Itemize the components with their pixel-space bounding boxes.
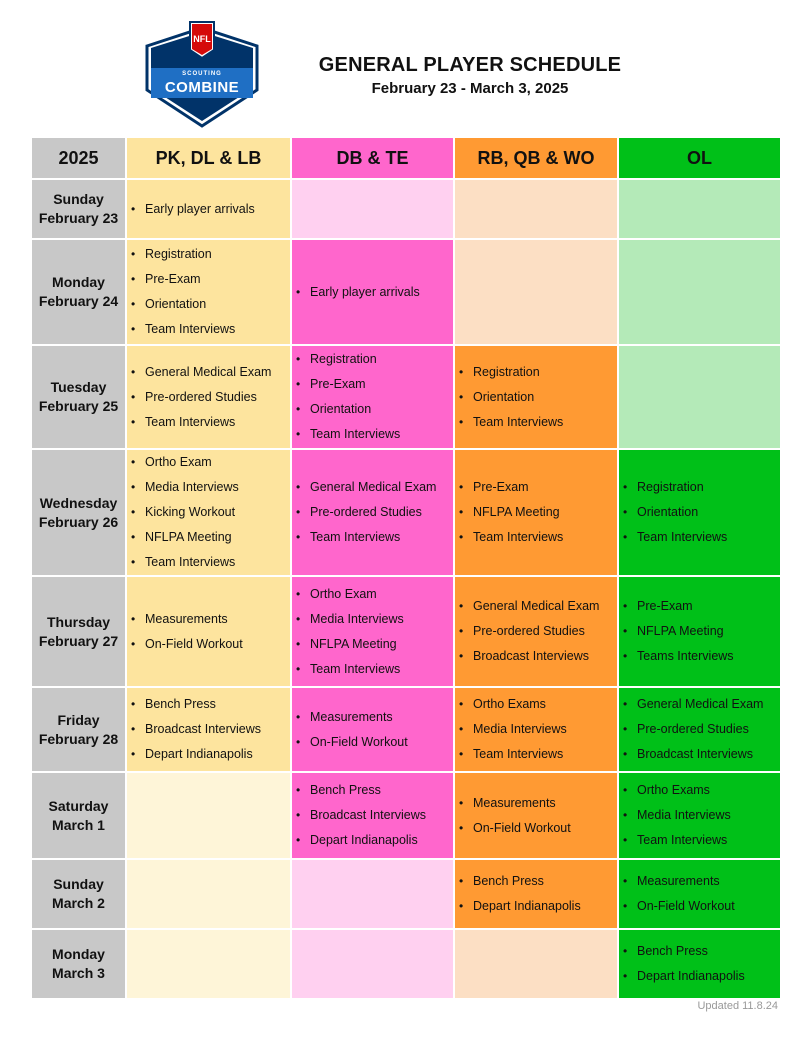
schedule-cell [454,576,618,687]
activity-list [619,475,780,550]
activity-item: • General Medical Exam [145,360,286,385]
activity-item: • Bench Press [473,869,613,894]
activity-item: • Pre-Exam [145,267,286,292]
activity-item: • Measurements [310,705,449,730]
day-cell [31,239,126,345]
activity-item: • Team Interviews [637,525,776,550]
activity-item: • Team Interviews [310,422,449,447]
nfl-combine-logo [143,20,261,128]
header-group: OL [618,137,781,179]
schedule-cell [291,449,454,576]
schedule-cell [291,345,454,449]
schedule-cell [291,859,454,929]
schedule-cell [126,576,291,687]
activity-item: • Team Interviews [473,525,613,550]
activity-list [127,242,290,342]
schedule-cell [126,179,291,239]
page-subtitle: February 23 - March 3, 2025 [371,80,569,97]
schedule-cell [618,859,781,929]
schedule-cell [126,239,291,345]
day-date: February 25 [38,398,119,414]
activity-item: • Broadcast Interviews [473,644,613,669]
activity-item: • Registration [145,242,286,267]
day-date: February 24 [38,293,119,309]
activity-item: • Ortho Exams [637,778,776,803]
activity-item: • NFLPA Meeting [637,619,776,644]
activity-item: • Pre-ordered Studies [310,500,449,525]
day-cell [31,772,126,859]
header-group: DB & TE [291,137,454,179]
schedule-row [31,449,781,576]
schedule-cell [618,772,781,859]
activity-item: • Measurements [637,869,776,894]
logo-nfl-text: NFL [193,34,211,44]
activity-list [292,347,453,447]
activity-list [619,594,780,669]
schedule-cell [454,929,618,999]
schedule-cell [618,929,781,999]
activity-item: • Pre-Exam [310,372,449,397]
schedule-cell [454,179,618,239]
schedule-cell [618,239,781,345]
activity-list [455,360,617,435]
day-cell [31,929,126,999]
header-year: 2025 [31,137,126,179]
activity-list [292,778,453,853]
activity-item: • Team Interviews [145,550,286,575]
activity-item: • General Medical Exam [473,594,613,619]
activity-list [619,692,780,767]
activity-list [292,475,453,550]
activity-item: • Team Interviews [637,828,776,853]
schedule-cell [618,576,781,687]
schedule-cell [454,772,618,859]
day-cell [31,345,126,449]
schedule-row [31,929,781,999]
schedule-cell [291,179,454,239]
activity-item: • Broadcast Interviews [637,742,776,767]
activity-item: • On-Field Workout [310,730,449,755]
activity-item: • Orientation [473,385,613,410]
logo-scouting-text: SCOUTING [182,71,222,77]
activity-item: • Team Interviews [310,525,449,550]
activity-item: • Team Interviews [473,742,613,767]
schedule-row [31,179,781,239]
activity-item: • Kicking Workout [145,500,286,525]
activity-item: • Media Interviews [145,475,286,500]
activity-item: • Media Interviews [473,717,613,742]
page-title: GENERAL PLAYER SCHEDULE [318,54,622,76]
updated-note: Updated 11.8.24 [697,1000,778,1012]
activity-item: • Registration [473,360,613,385]
activity-list [127,450,290,575]
header-group: PK, DL & LB [126,137,291,179]
activity-item: • Teams Interviews [637,644,776,669]
schedule-cell [454,449,618,576]
schedule-row [31,239,781,345]
schedule-cell [126,772,291,859]
activity-item: • Orientation [310,397,449,422]
schedule-table [30,136,782,1000]
activity-item: • Early player arrivals [145,197,286,222]
activity-item: • Bench Press [310,778,449,803]
schedule-cell [126,449,291,576]
header-row [31,137,781,179]
activity-list [619,939,780,989]
day-cell [31,179,126,239]
activity-item: • Team Interviews [473,410,613,435]
day-name: Thursday [46,613,110,630]
day-name: Sunday [53,876,104,892]
activity-item: • On-Field Workout [473,816,613,841]
activity-item: • Measurements [145,607,286,632]
activity-list [127,360,290,435]
schedule-cell [618,179,781,239]
day-name: Tuesday [50,379,107,395]
day-date: March 3 [52,965,105,981]
activity-list [455,791,617,841]
activity-item: • Bench Press [145,692,286,717]
activity-item: • Team Interviews [145,317,286,342]
schedule-cell [291,687,454,772]
activity-item: • Ortho Exam [310,582,449,607]
day-cell [31,859,126,929]
activity-item: • Pre-ordered Studies [637,717,776,742]
day-date: February 26 [38,513,119,530]
logo-combine-text: COMBINE [164,79,240,96]
activity-item: • Ortho Exams [473,692,613,717]
schedule-cell [454,345,618,449]
activity-item: • Pre-Exam [473,475,613,500]
day-name: Saturday [48,797,109,814]
day-name: Friday [57,711,100,728]
schedule-cell [618,345,781,449]
day-date: February 28 [38,730,119,747]
activity-item: • On-Field Workout [145,632,286,657]
day-cell [31,576,126,687]
activity-list [292,705,453,755]
activity-item: • On-Field Workout [637,894,776,919]
activity-list [127,692,290,767]
day-date: February 27 [38,632,119,649]
activity-list [127,197,290,222]
activity-list [292,280,453,305]
day-date: February 23 [38,210,119,226]
schedule-cell [291,576,454,687]
schedule-cell [454,859,618,929]
schedule-row [31,345,781,449]
day-name: Sunday [53,191,104,207]
day-name: Monday [52,274,105,290]
activity-item: • Orientation [637,500,776,525]
activity-item: • Bench Press [637,939,776,964]
activity-item: • Team Interviews [145,410,286,435]
activity-list [455,692,617,767]
schedule-row [31,576,781,687]
day-name: Monday [52,946,105,962]
activity-item: • Pre-ordered Studies [145,385,286,410]
activity-item: • Orientation [145,292,286,317]
activity-list [455,869,617,919]
day-name: Wednesday [39,494,118,511]
activity-list [127,607,290,657]
activity-item: • Broadcast Interviews [310,803,449,828]
activity-item: • NFLPA Meeting [145,525,286,550]
day-date: March 1 [52,816,105,833]
activity-item: • Team Interviews [310,657,449,682]
activity-item: • Media Interviews [637,803,776,828]
activity-item: • Broadcast Interviews [145,717,286,742]
activity-item: • Media Interviews [310,607,449,632]
schedule-row [31,687,781,772]
activity-list [619,778,780,853]
activity-item: • Pre-ordered Studies [473,619,613,644]
activity-item: • Depart Indianapolis [637,964,776,989]
activity-item: • Ortho Exam [145,450,286,475]
schedule-cell [126,929,291,999]
schedule-cell [291,929,454,999]
activity-list [455,594,617,669]
schedule-cell [454,687,618,772]
activity-item: • Registration [637,475,776,500]
schedule-row [31,859,781,929]
schedule-cell [291,239,454,345]
schedule-cell [618,449,781,576]
schedule-cell [454,239,618,345]
activity-item: • Pre-Exam [637,594,776,619]
schedule-cell [126,345,291,449]
day-date: March 2 [52,895,105,911]
schedule-cell [291,772,454,859]
schedule-row [31,772,781,859]
schedule-cell [126,687,291,772]
day-cell [31,449,126,576]
header-group: RB, QB & WO [454,137,618,179]
activity-item: • Depart Indianapolis [145,742,286,767]
activity-list [292,582,453,682]
activity-item: • Depart Indianapolis [473,894,613,919]
day-cell [31,687,126,772]
activity-item: • General Medical Exam [637,692,776,717]
schedule-cell [618,687,781,772]
activity-item: • General Medical Exam [310,475,449,500]
activity-item: • Depart Indianapolis [310,828,449,853]
schedule-cell [126,859,291,929]
activity-list [619,869,780,919]
activity-list [455,475,617,550]
activity-item: • Early player arrivals [310,280,449,305]
activity-item: • Measurements [473,791,613,816]
activity-item: • Registration [310,347,449,372]
activity-item: • NFLPA Meeting [473,500,613,525]
activity-item: • NFLPA Meeting [310,632,449,657]
